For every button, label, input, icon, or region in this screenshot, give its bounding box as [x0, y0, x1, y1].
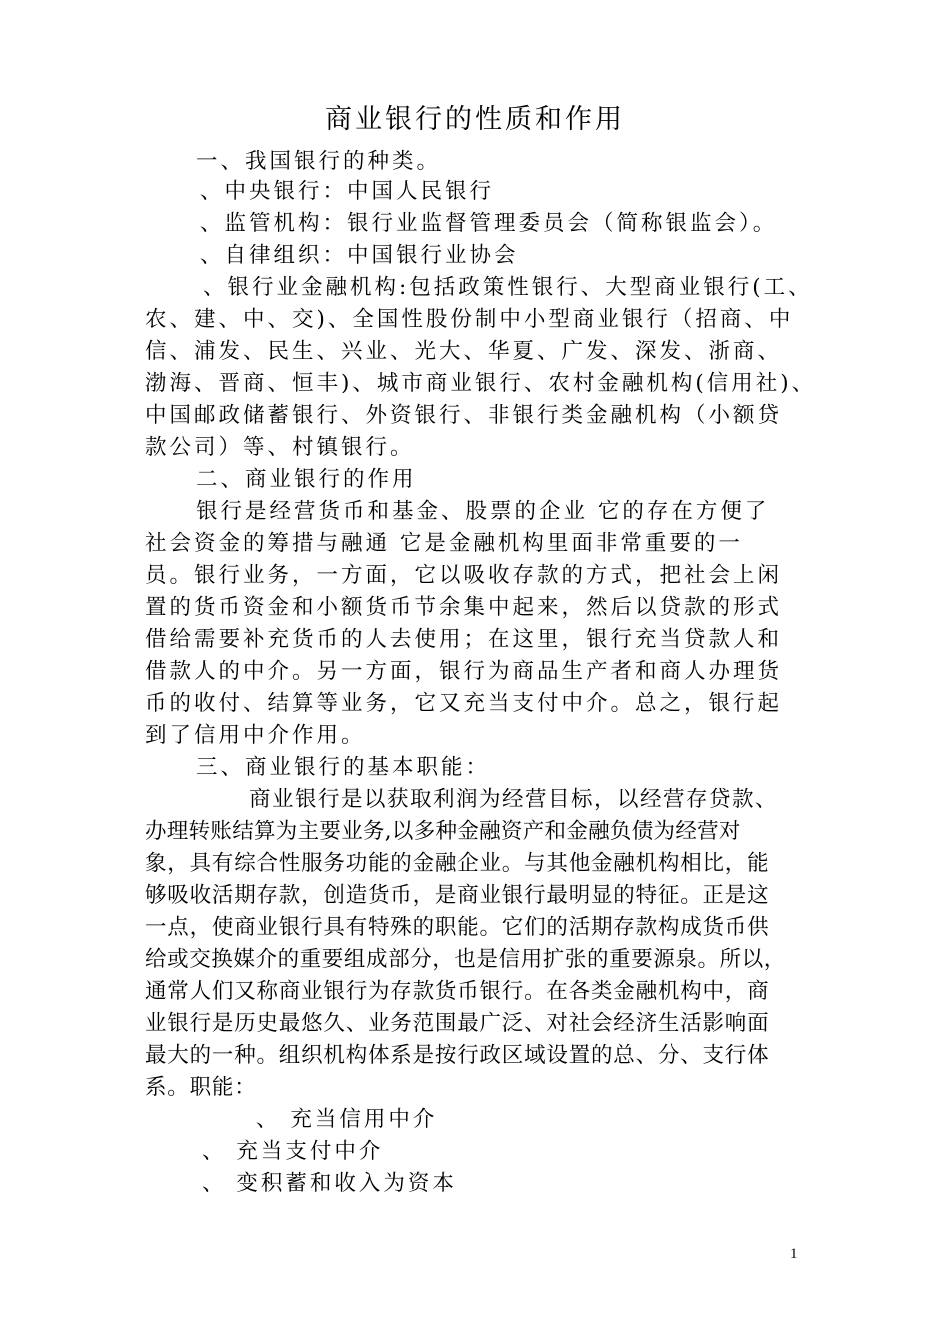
- function-item: 、 充当信用中介: [256, 1107, 438, 1132]
- paragraph-line: 系。职能：: [145, 1075, 257, 1100]
- paragraph-line: 款公司）等、村镇银行。: [145, 435, 415, 460]
- section-heading-2: 二、商业银行的作用: [196, 467, 417, 492]
- document-title: 商业银行的性质和作用: [325, 104, 625, 135]
- list-item: 、中央银行：中国人民银行: [200, 179, 495, 204]
- paragraph-line: 员。银行业务，一方面，它以吸收存款的方式，把社会上闲: [145, 563, 783, 588]
- paragraph-line: 给或交换媒介的重要组成部分，也是信用扩张的重要源泉。所以，: [145, 947, 786, 972]
- paragraph-line: 中国邮政储蓄银行、外资银行、非银行类金融机构（小额贷: [145, 403, 783, 428]
- paragraph-line: 、银行业金融机构:包括政策性银行、大型商业银行(工、: [203, 275, 813, 300]
- paragraph-line: 借款人的中介。另一方面，银行为商品生产者和商人办理货: [145, 659, 783, 684]
- section-heading-3: 三、商业银行的基本职能：: [196, 755, 491, 780]
- function-item: 、 变积蓄和收入为资本: [202, 1171, 457, 1196]
- list-item: 、监管机构：银行业监督管理委员会（简称银监会）。: [200, 211, 778, 236]
- paragraph-line: 到了信用中介作用。: [145, 723, 366, 748]
- paragraph-line: 商业银行是以获取利润为经营目标，以经营存贷款、: [249, 787, 779, 812]
- paragraph-line: 银行是经营货币和基金、股票的企业 它的存在方便了: [196, 499, 770, 524]
- page-number: 1: [790, 1246, 798, 1262]
- paragraph-line: 农、建、中、交)、全国性股份制中小型商业银行（招商、中: [145, 307, 794, 332]
- function-item: 、 充当支付中介: [202, 1139, 384, 1164]
- paragraph-line: 币的收付、结算等业务，它又充当支付中介。总之，银行起: [145, 691, 783, 716]
- paragraph-line: 一点，使商业银行具有特殊的职能。它们的活期存款构成货币供: [145, 915, 770, 940]
- section-heading-1: 一、我国银行的种类。: [196, 149, 442, 174]
- paragraph-line: 置的货币资金和小额货币节余集中起来，然后以贷款的形式: [145, 595, 783, 620]
- paragraph-line: 够吸收活期存款，创造货币，是商业银行最明显的特征。正是这: [145, 883, 770, 908]
- paragraph-line: 象，具有综合性服务功能的金融企业。与其他金融机构相比，能: [145, 851, 770, 876]
- paragraph-line: 社会资金的筹措与融通 它是金融机构里面非常重要的一: [145, 531, 743, 556]
- paragraph-line: 最大的一种。组织机构体系是按行政区域设置的总、分、支行体: [145, 1043, 770, 1068]
- paragraph-line: 信、浦发、民生、兴业、光大、华夏、广发、深发、浙商、: [145, 339, 783, 364]
- list-item: 、自律组织：中国银行业协会: [200, 243, 519, 268]
- paragraph-line: 业银行是历史最悠久、业务范围最广泛、对社会经济生活影响面: [145, 1011, 770, 1036]
- paragraph-line: 渤海、晋商、恒丰)、城市商业银行、农村金融机构(信用社)、: [145, 371, 817, 396]
- paragraph-line: 通常人们又称商业银行为存款货币银行。在各类金融机构中，商: [145, 979, 770, 1004]
- paragraph-line: 借给需要补充货币的人去使用；在这里，银行充当贷款人和: [145, 627, 783, 652]
- paragraph-line: 办理转账结算为主要业务,以多种金融资产和金融负债为经营对: [145, 819, 741, 844]
